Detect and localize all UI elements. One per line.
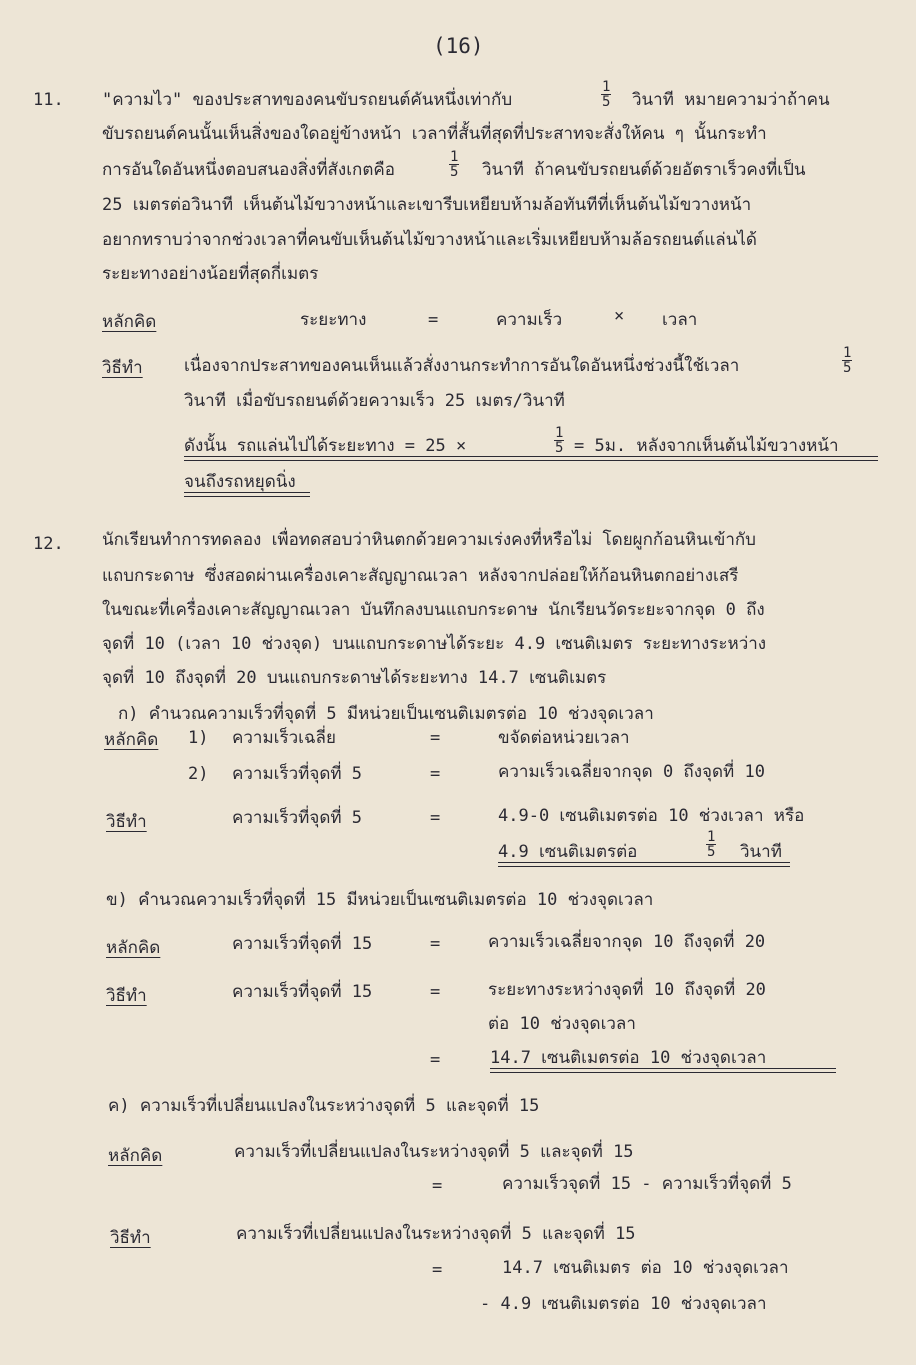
question-11-number: 11. [33,90,64,110]
q12a-principle-label: หลักคิด [104,730,159,750]
q11-method-line-3-a: ดังนั้น รถแล่นไปได้ระยะทาง = 25 × [184,436,467,456]
q11-principle-equals: = [428,310,439,330]
q11-method-label: วิธีทำ [102,358,143,378]
q12b-title: ข) คำนวณความเร็วที่จุดที่ 15 มีหน่วยเป็นเซนติเมตรต่อ 10 ช่วงจุดเวลา [106,890,654,910]
q12a-method-eq: = [430,808,441,828]
q12-line-4: จุดที่ 10 (เวลา 10 ช่วงจุด) บนแถบกระดาษได้ระยะ 4.9 เซนติเมตร ระยะทางระหว่าง [102,634,767,654]
q11-line-3: การอันใดอันหนึ่งตอบสนองสิ่งที่สังเกตคือ [102,160,395,180]
q11-principle-distance: ระยะทาง [300,310,367,330]
q12a-principle-1-left: ความเร็วเฉลี่ย [232,728,336,748]
frac-den: 5 [843,360,852,376]
q12a-method-left: ความเร็วที่จุดที่ 5 [232,808,363,828]
q12c-method-line-2: 14.7 เซนติเมตร ต่อ 10 ช่วงจุดเวลา [502,1258,789,1278]
q12c-method-line-1: ความเร็วที่เปลี่ยนแปลงในระหว่างจุดที่ 5 และจุดที่ 15 [236,1224,636,1244]
q11-final-underline-2 [184,496,310,497]
q12a-result-underline [498,862,790,863]
q11-line-3-end: วินาที ถ้าคนขับรถยนต์ด้วยอัตราเร็วคงที่เป็น [482,160,806,180]
frac-num: 1 [602,79,611,95]
q12c-principle-line-2: ความเร็วจุดที่ 15 - ความเร็วที่จุดที่ 5 [502,1174,792,1194]
q12-line-2: แถบกระดาษ ซึ่งสอดผ่านเครื่องเคาะสัญญาณเวลา หลังจากปล่อยให้ก้อนหินตกอย่างเสรี [102,566,739,586]
q12a-title: ก) คำนวณความเร็วที่จุดที่ 5 มีหน่วยเป็นเซนติเมตรต่อ 10 ช่วงจุดเวลา [118,704,654,724]
frac-num: 1 [555,425,564,441]
q11-principle-speed: ความเร็ว [496,310,563,330]
q11-line-6: ระยะทางอย่างน้อยที่สุดกี่เมตร [102,264,319,284]
q12-line-1: นักเรียนทำการทดลอง เพื่อทดสอบว่าหินตกด้วยความเร่งคงที่หรือไม่ โดยผูกก้อนหินเข้ากับ [102,530,756,550]
q12b-method-label: วิธีทำ [106,986,147,1006]
q11-line-4: 25 เมตรต่อวินาที เห็นต้นไม้ขวางหน้าและเขารีบเหยียบห้ามล้อทันทีที่เห็นต้นไม้ขวางหน้า [102,195,752,215]
q12a-method-label: วิธีทำ [106,812,147,832]
q12b-method-left: ความเร็วที่จุดที่ 15 [232,982,373,1002]
q12a-principle-2-left: ความเร็วที่จุดที่ 5 [232,764,363,784]
q12a-method-fraction [706,830,716,859]
q11-line-1-end: วินาที หมายความว่าถ้าคน [632,90,830,110]
page-number: (16) [433,34,484,58]
q12b-principle-eq: = [430,934,441,954]
q12c-principle-eq: = [432,1176,443,1196]
q11-method-line-4: จนถึงรถหยุดนิ่ง [184,472,296,492]
frac-den: 5 [602,94,611,110]
frac-num: 1 [707,829,716,845]
q12a-method-right-2-unit: วินาที [740,842,782,862]
q12c-method-label: วิธีทำ [110,1228,151,1248]
q11-method-fraction-2 [554,426,564,455]
q11-principle-times: × [614,306,625,326]
q12a-result-underline-2 [498,866,790,867]
q11-result-underline [184,456,878,457]
q11-result-underline-2 [184,460,878,461]
q12a-principle-2-right: ความเร็วเฉลี่ยจากจุด 0 ถึงจุดที่ 10 [498,762,765,782]
frac-num: 1 [843,345,852,361]
q12b-method-eq-2: = [430,1050,441,1070]
q12b-method-right-1: ระยะทางระหว่างจุดที่ 10 ถึงจุดที่ 20 [488,980,766,1000]
q11-final-underline [184,492,310,493]
q11-method-line-1: เนื่องจากประสาทของคนเห็นแล้วสั่งงานกระทำการอันใดอันหนึ่งช่วงนี้ใช้เวลา [184,356,740,376]
q12-line-3: ในขณะที่เครื่องเคาะสัญญาณเวลา บันทึกลงบนแถบกระดาษ นักเรียนวัดระยะจากจุด 0 ถึง [102,600,765,620]
q11-line-2: ขับรถยนต์คนนั้นเห็นสิ่งของใดอยู่ข้างหน้า เวลาที่สั้นที่สุดที่ประสาทจะสั่งให้คน ๆ นั้นกระทำ [102,124,767,144]
q11-line-5: อยากทราบว่าจากช่วงเวลาที่คนขับเห็นต้นไม้ขวางหน้าและเริ่มเหยียบห้ามล้อรถยนต์แล่นได้ [102,230,757,250]
q12c-method-line-3: - 4.9 เซนติเมตรต่อ 10 ช่วงจุดเวลา [480,1294,767,1314]
q12b-principle-left: ความเร็วที่จุดที่ 15 [232,934,373,954]
q11-principle-label: หลักคิด [102,312,157,332]
q11-fraction-1 [601,80,611,109]
q12c-title: ค) ความเร็วที่เปลี่ยนแปลงในระหว่างจุดที่ 5 และจุดที่ 15 [108,1096,540,1116]
q12b-method-right-3: 14.7 เซนติเมตรต่อ 10 ช่วงจุดเวลา [490,1048,767,1068]
q12a-principle-1-eq: = [430,728,441,748]
q12a-method-right-1: 4.9-0 เซนติเมตรต่อ 10 ช่วงเวลา หรือ [498,806,805,826]
q11-method-line-2: วินาที เมื่อขับรถยนต์ด้วยความเร็ว 25 เมตร/วินาที [184,391,565,411]
q11-principle-time: เวลา [662,310,698,330]
q11-method-line-3 [184,438,466,455]
question-12-number: 12. [33,534,64,554]
q12a-principle-2-num: 2) [188,764,209,784]
q11-line-1-text: "ความไว" ของประสาทของคนขับรถยนต์คันหนึ่งเท่ากับ [102,90,513,110]
q12a-method-right-2: 4.9 เซนติเมตรต่อ [498,842,638,862]
q12a-principle-1-right: ขจัดต่อหน่วยเวลา [498,728,630,748]
q11-method-line-3-b: = 5ม. หลังจากเห็นต้นไม้ขวางหน้า [574,436,839,456]
frac-den: 5 [450,164,459,180]
frac-num: 1 [450,149,459,165]
q12b-principle-right: ความเร็วเฉลี่ยจากจุด 10 ถึงจุดที่ 20 [488,932,766,952]
q11-method-fraction [842,346,852,375]
q12b-result-underline [490,1068,836,1069]
q12b-method-eq: = [430,982,441,1002]
q11-line-1 [102,92,512,109]
q12a-principle-1-num: 1) [188,728,209,748]
q12c-principle-label: หลักคิด [108,1146,163,1166]
frac-den: 5 [555,440,564,456]
q12a-principle-2-eq: = [430,764,441,784]
frac-den: 5 [707,844,716,860]
q12b-principle-label: หลักคิด [106,938,161,958]
q12b-result-underline-2 [490,1072,836,1073]
q12c-principle-line-1: ความเร็วที่เปลี่ยนแปลงในระหว่างจุดที่ 5 และจุดที่ 15 [234,1142,634,1162]
q12b-method-right-2: ต่อ 10 ช่วงจุดเวลา [488,1014,636,1034]
q12-line-5: จุดที่ 10 ถึงจุดที่ 20 บนแถบกระดาษได้ระยะทาง 14.7 เซนติเมตร [102,668,607,688]
q11-fraction-2 [449,150,459,179]
q12c-method-eq: = [432,1260,443,1280]
